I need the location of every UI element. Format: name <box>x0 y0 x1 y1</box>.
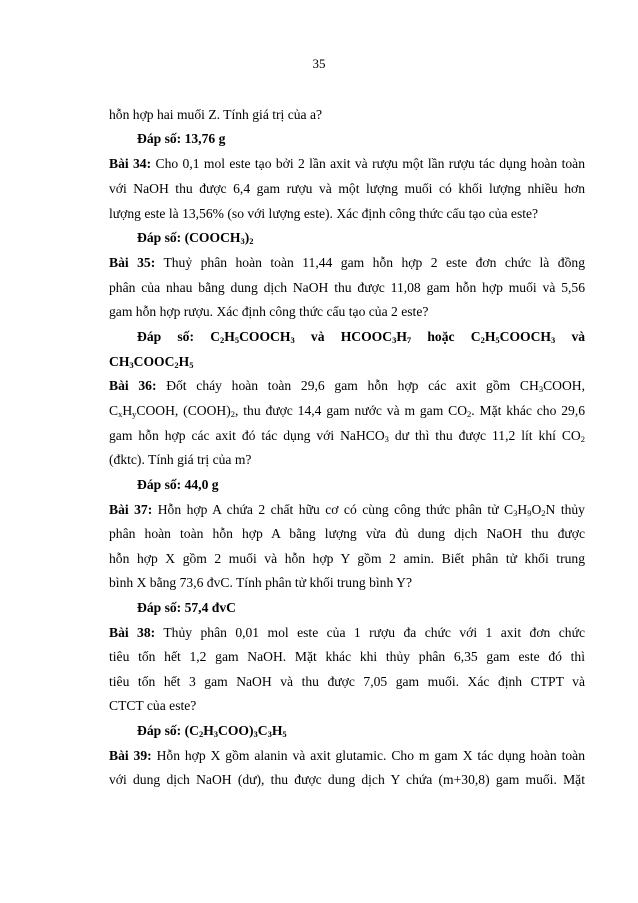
text-line: Bài 38: Thủy phân 0,01 mol este của 1 rượu đa chức với 1 axit đơn chức <box>109 625 585 640</box>
subscript: 3 <box>240 236 245 246</box>
text-line <box>109 205 585 223</box>
formula: $C_2H_5COOCH_3$ <box>210 329 295 345</box>
formula: $CH_3COOC_2H_5$ <box>109 354 194 370</box>
text-line: gam hỗn hợp các axit đó tác dụng với NaHCO$_3$ dư thì thu được 11,2 lít khí $CO_2$ <box>109 428 585 444</box>
answer-line <box>137 599 585 617</box>
text-line <box>109 254 585 272</box>
problem-label: Bài 36: <box>109 378 157 393</box>
text-line: Bài 37: Hỗn hợp A chứa 2 chất hữu cơ có cùng công thức phân tử $C_3H_9O_2N$ thủy <box>109 502 585 518</box>
text-line: tiêu tốn hết 3 gam NaOH và thu được 7,05 gam muối. Xác định CTPT và <box>109 674 585 689</box>
text-span: Cho 0,1 mol este tạo bởi 2 lần axit và rượu một lần rượu tác dụng hoàn toàn <box>151 156 586 171</box>
page-number: 35 <box>312 56 326 71</box>
connector: và <box>571 329 586 344</box>
text-line <box>109 279 585 297</box>
answer-line <box>137 229 585 247</box>
text-line: $C_xH_yCOOH$, $(COOH)_2$, thu được 14,4 gam nước và m gam $CO_2$. Mặt khác cho 29,6 <box>109 403 586 419</box>
text-line: Bài 39: Hỗn hợp X gồm alanin và axit glutamic. Cho m gam X tác dụng hoàn toàn <box>109 748 585 763</box>
text-line <box>109 155 585 173</box>
problem-label: Bài 39: <box>109 748 152 763</box>
text-line: hỗn hợp X gồm 2 muối và hỗn hợp Y gồm 2 amin. Biết phân tử khối trung <box>109 551 585 566</box>
text-line: với dung dịch NaOH (dư), thu được dung dịch Y chứa (m+30,8) gam muối. Mặt <box>109 772 585 787</box>
text-line <box>109 303 585 321</box>
formula-part: Đáp số: (COOCH <box>137 230 241 245</box>
answer-line <box>137 130 585 148</box>
connector: hoặc <box>427 329 455 344</box>
text-line: Bài 36: Đốt cháy hoàn toàn 29,6 gam hỗn hợp các axit gồm $CH_3COOH$, <box>109 378 585 394</box>
problem-label: Bài 37: <box>109 502 153 517</box>
text-line: CTCT của este? <box>109 698 197 713</box>
text-span: với NaOH thu được 6,4 gam rượu và một lượng muối có khối lượng nhiều hơn <box>109 181 585 196</box>
problem-label: Bài 38: <box>109 625 156 640</box>
answer-text: Đáp số: 44,0 g <box>137 477 219 492</box>
answer-text: Đáp số: 57,4 đvC <box>137 600 236 615</box>
answer-line <box>109 353 585 371</box>
formula-part: ) <box>244 230 250 245</box>
answer-text: Đáp số: 13,76 g <box>137 131 226 146</box>
problem-label: Bài 34: <box>109 156 152 171</box>
text-span: gam hỗn hợp rượu. Xác định công thức cấu tạo của 2 este? <box>109 304 429 319</box>
text-span: lượng este là 13,56% (so với lượng este). Xác định công thức cấu tạo của este? <box>109 206 539 221</box>
text-line <box>109 106 585 124</box>
answer-line <box>137 476 585 494</box>
text-line <box>109 180 585 198</box>
answer-label: Đáp số: <box>137 329 194 344</box>
subscript: 2 <box>249 236 254 246</box>
answer-line <box>137 328 585 346</box>
text-span: Thuỷ phân hoàn toàn 11,44 gam hỗn hợp 2 este đơn chức là đồng <box>155 255 585 270</box>
formula: $C_2H_5COOCH_3$ <box>470 329 556 345</box>
problem-label: Bài 35: <box>109 255 156 270</box>
formula: $HCOOC_3H_7$ <box>340 329 412 345</box>
answer-line: Đáp số: $(C_2H_3COO)_3C_3H_5$ <box>137 723 287 739</box>
connector: và <box>310 329 325 344</box>
text-line: tiêu tốn hết 1,2 gam NaOH. Mặt khác khi thủy phân 6,35 gam este đó thì <box>109 649 585 664</box>
text-line: phân hoàn toàn hỗn hợp A bằng lượng vừa đủ dung dịch NaOH thu được <box>109 526 585 541</box>
text-line: (đktc). Tính giá trị của m? <box>109 452 252 467</box>
text-line: bình X bằng 73,6 đvC. Tính phân tử khối trung bình Y? <box>109 575 413 590</box>
text-span: hỗn hợp hai muối Z. Tính giá trị của a? <box>109 107 323 122</box>
text-span: phân của nhau bằng dung dịch NaOH thu được 11,08 gam hỗn hợp muối và 5,56 <box>109 280 585 295</box>
answer-text <box>137 230 254 245</box>
